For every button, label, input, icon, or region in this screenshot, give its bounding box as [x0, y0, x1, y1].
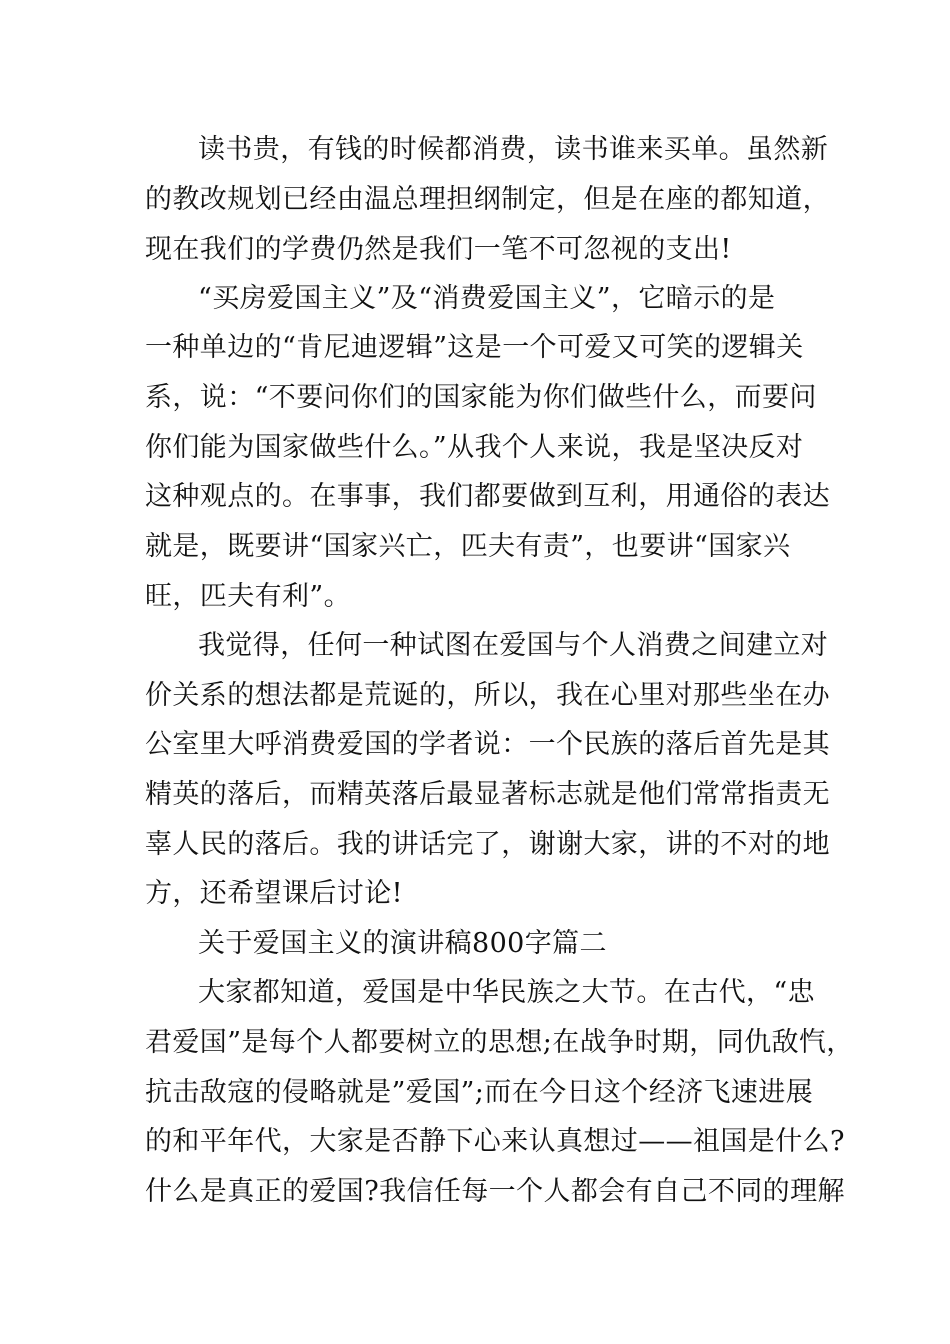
- text-line: 的和平年代，大家是否静下心来认真想过——祖国是什么?: [145, 1126, 845, 1157]
- text-line: 的教改规划已经由温总理担纲制定，但是在座的都知道，: [145, 184, 830, 215]
- text-line: 我觉得，任何一种试图在爱国与个人消费之间建立对: [198, 630, 829, 661]
- text-line: 方，还希望课后讨论!: [145, 878, 403, 909]
- text-line: 现在我们的学费仍然是我们一笔不可忽视的支出!: [145, 234, 732, 265]
- text-line: 什么是真正的爱国?我信任每一个人都会有自己不同的理解: [145, 1176, 845, 1207]
- text-line: 公室里大呼消费爱国的学者说：一个民族的落后首先是其: [145, 729, 830, 760]
- text-line: 旺，匹夫有利”。: [145, 581, 352, 612]
- text-line: 抗击敌寇的侵略就是”爱国”;而在今日这个经济飞速进展: [145, 1077, 814, 1108]
- text-line: 君爱国”是每个人都要树立的思想;在战争时期，同仇敌忾，: [145, 1027, 854, 1058]
- text-line: 精英的落后，而精英落后最显著标志就是他们常常指责无: [145, 779, 830, 810]
- text-line: 读书贵，有钱的时候都消费，读书谁来买单。虽然新: [198, 134, 829, 165]
- text-line: 系，说：“不要问你们的国家能为你们做些什么，而要问: [145, 382, 817, 413]
- text-line: “买房爱国主义”及“消费爱国主义”，它暗示的是: [198, 283, 776, 314]
- section-heading: 关于爱国主义的演讲稿800字篇二: [198, 928, 607, 959]
- text-line: 大家都知道，爱国是中华民族之大节。在古代，“忠: [198, 977, 816, 1008]
- text-line: 就是，既要讲“国家兴亡，匹夫有责”，也要讲“国家兴: [145, 531, 791, 562]
- text-line: 你们能为国家做些什么。”从我个人来说，我是坚决反对: [145, 432, 804, 463]
- text-line: 价关系的想法都是荒诞的，所以，我在心里对那些坐在办: [145, 680, 830, 711]
- text-line: 辜人民的落后。我的讲话完了，谢谢大家，讲的不对的地: [145, 829, 830, 860]
- text-line: 这种观点的。在事事，我们都要做到互利，用通俗的表达: [145, 481, 830, 512]
- text-line: 一种单边的“肯尼迪逻辑”这是一个可爱又可笑的逻辑关: [145, 332, 804, 363]
